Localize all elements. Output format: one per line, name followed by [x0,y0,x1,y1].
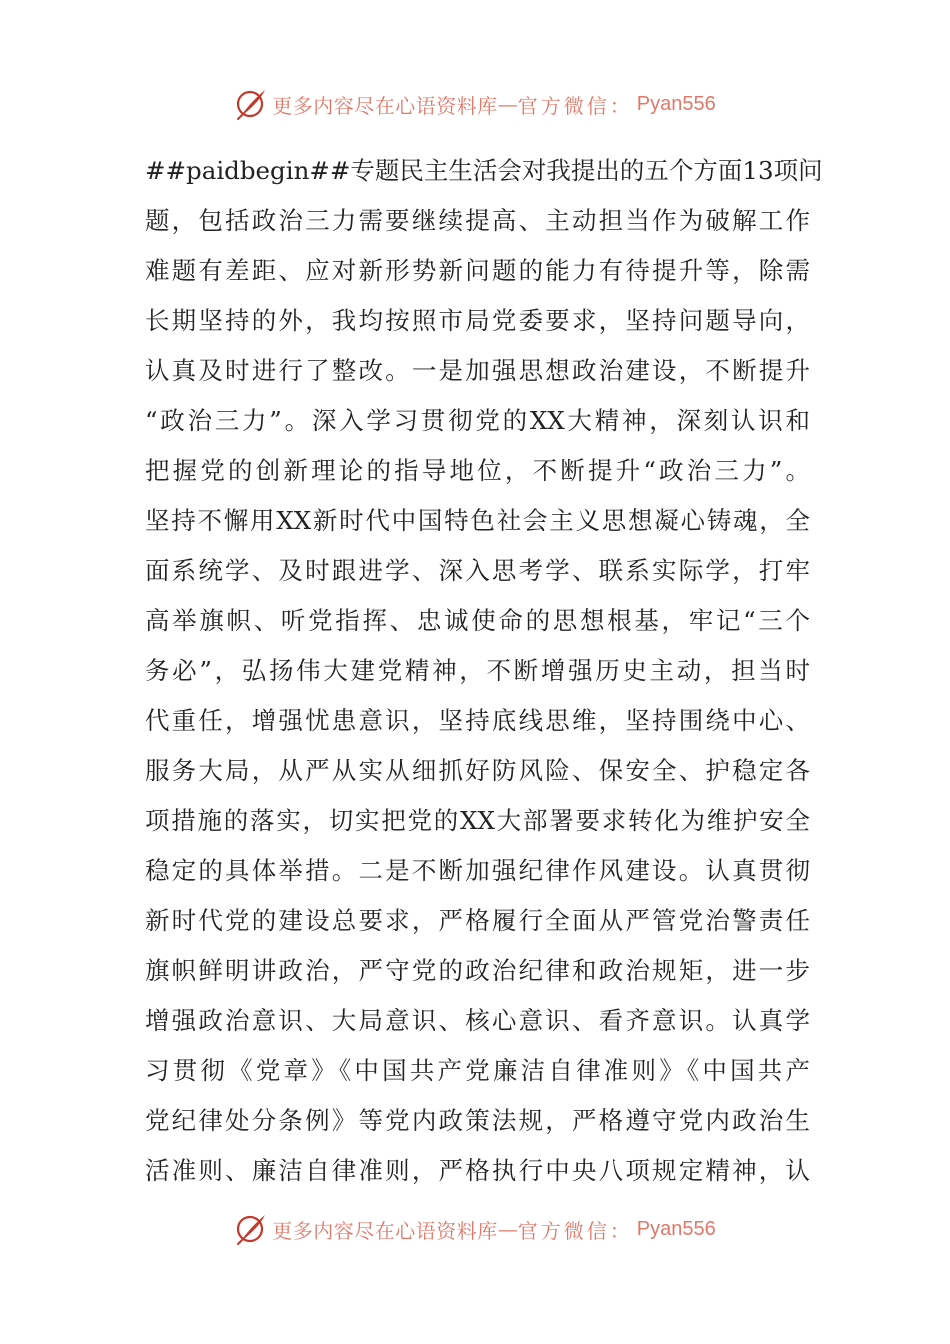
body-line: 代重任，增强忧患意识，坚持底线思维，坚持围绕中心、 [145,706,810,735]
body-line: 难题有差距、应对新形势新问题的能力有待提升等，除需 [145,256,810,285]
banner-slogan: 更多内容尽在心语资料库 [272,1218,498,1243]
body-line: 项措施的落实，切实把党的XX大部署要求转化为维护安全 [145,806,810,835]
body-line: 长期坚持的外，我均按照市局党委要求，坚持问题导向， [145,306,810,335]
body-line: 党纪律处分条例》等党内政策法规，严格遵守党内政治生 [145,1106,810,1135]
banner-separator: — [497,1217,518,1241]
banner-separator: — [497,92,518,116]
body-line: “政治三力”。深入学习贯彻党的XX大精神，深刻认识和 [145,406,810,435]
body-line: 把握党的创新理论的指导地位，不断提升“政治三力”。 [145,456,810,485]
body-line: 活准则、廉洁自律准则，严格执行中央八项规定精神，认 [145,1156,810,1185]
body-line: 服务大局，从严从实从细抓好防风险、保安全、护稳定各 [145,756,810,785]
body-line: 题，包括政治三力需要继续提高、主动担当作为破解工作 [145,206,810,235]
body-line: 认真及时进行了整改。一是加强思想政治建设，不断提升 [145,356,810,385]
body-line: 务必”，弘扬伟大建党精神，不断增强历史主动，担当时 [145,656,810,685]
banner-wechat-id: Pyan556 [636,92,716,115]
body-line: ##paidbegin##专题民主生活会对我提出的五个方面13项问 [145,156,823,185]
body-line: 坚持不懈用XX新时代中国特色社会主义思想凝心铸魂，全 [145,506,810,535]
footer-banner [0,1209,950,1249]
document-body [145,146,823,1196]
body-line: 高举旗帜、听党指挥、忠诚使命的思想根基，牢记“三个 [145,606,810,635]
body-line: 面系统学、及时跟进学、深入思考学、联系实际学，打牢 [145,556,810,585]
body-line: 稳定的具体举措。二是不断加强纪律作风建设。认真贯彻 [145,856,810,885]
banner-wechat-id: Pyan556 [636,1217,716,1240]
body-line: 旗帜鲜明讲政治，严守党的政治纪律和政治规矩，进一步 [145,956,810,985]
quill-logo-icon [234,87,268,121]
header-banner [0,84,950,124]
banner-slogan: 更多内容尽在心语资料库 [272,93,498,118]
body-line: 增强政治意识、大局意识、核心意识、看齐意识。认真学 [145,1006,810,1035]
body-line: 新时代党的建设总要求，严格履行全面从严管党治警责任 [145,906,810,935]
quill-logo-icon [234,1212,268,1246]
banner-wechat-label: 官方微信： [517,1218,633,1243]
body-line: 习贯彻《党章》《中国共产党廉洁自律准则》《中国共产 [145,1056,810,1085]
banner-wechat-label: 官方微信： [517,93,633,118]
